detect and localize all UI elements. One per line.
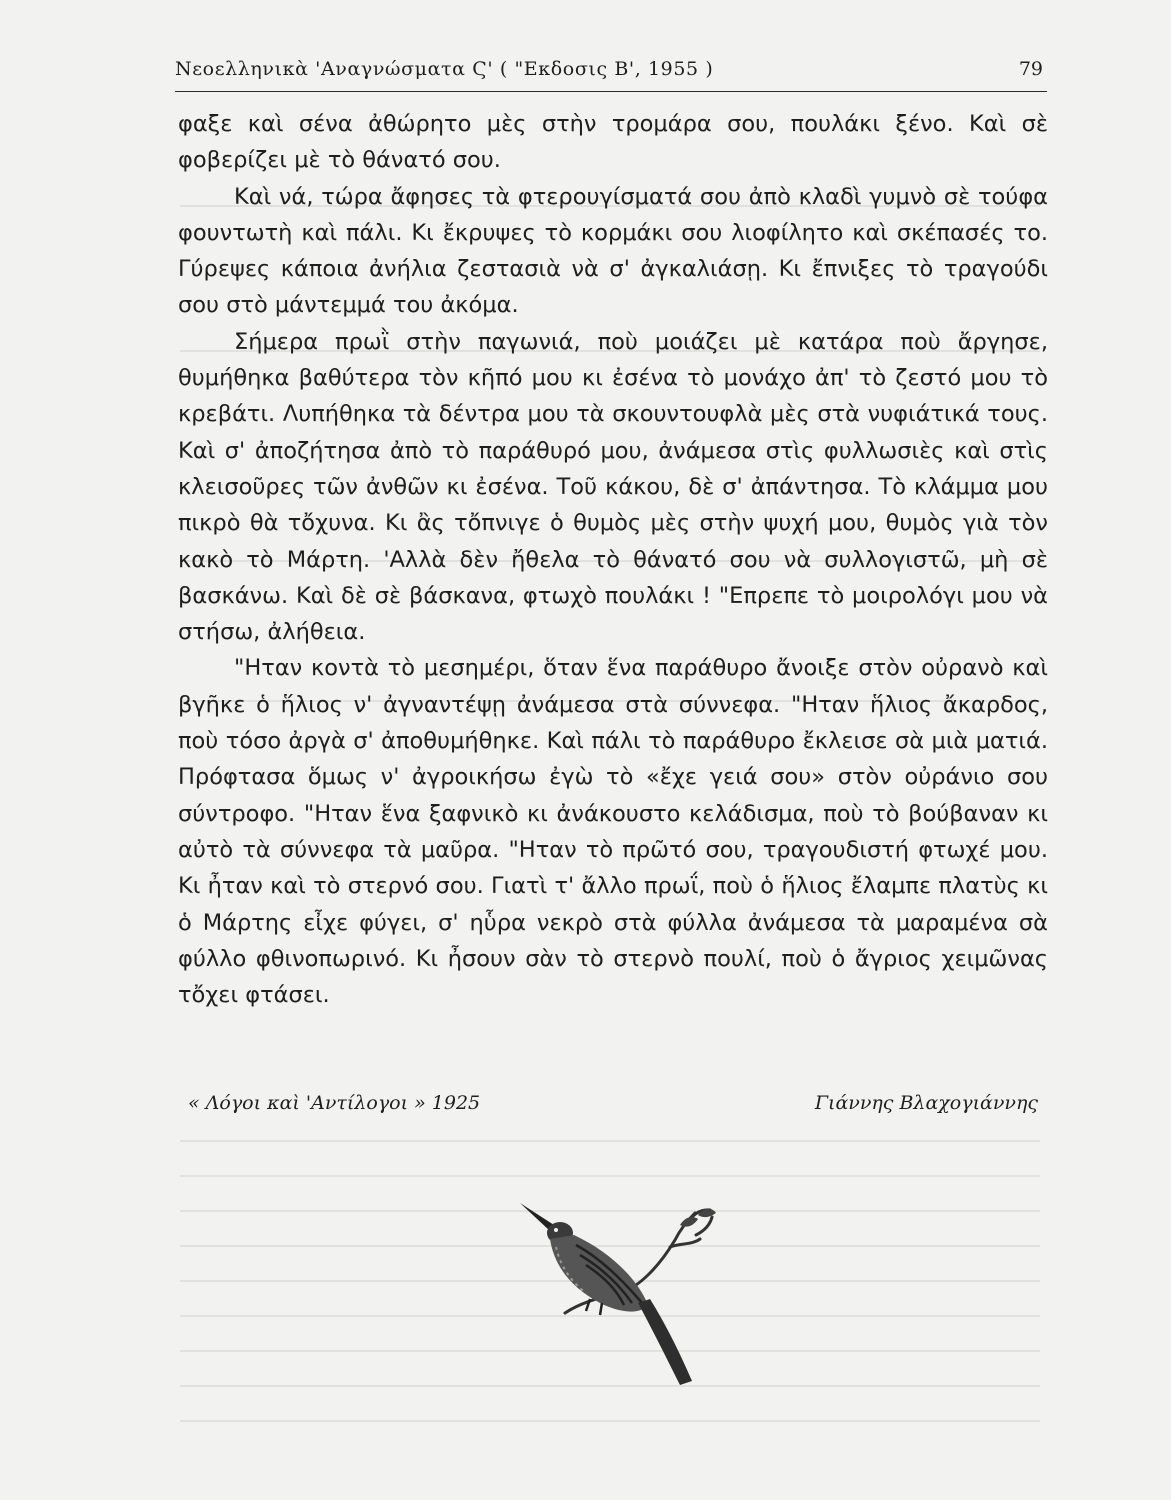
body-text — [178, 106, 1048, 1013]
paragraph: "Ηταν κοντὰ τὸ μεσημέρι, ὅταν ἕνα παράθυρο ἄνοιξε στὸν οὐρανὸ καὶ βγῆκε ὁ ἥλιος ν' ἀγναντέψῃ ἀνάμεσα στὰ σύννεφα. "Ηταν ἥλιος ἄκαρδος, ποὺ τόσο ἀργὰ σ' ἀποθυμήθηκε. Καὶ πάλι τὸ παράθυρο ἔκλεισε σὰ μιὰ ματιά. Πρόφτασα ὅμως ν' ἀγροικήσω ἐγὼ τὸ «ἔχε γειά σου» στὸν οὐράνιο σου σύντροφο. "Ηταν ἕνα ξαφνικὸ κι ἀνάκουστο κελάδισμα, ποὺ τὸ βούβαναν κι αὐτὸ τὰ σύννεφα τὰ μαῦρα. "Ηταν τὸ πρῶτό σου, τραγουδιστή φτωχέ μου. Κι ἦταν καὶ τὸ στερνό σου. Γιατὶ τ' ἄλλο πρωΐ, ποὺ ὁ ἥλιος ἔλαμπε πλατὺς κι ὁ Μάρτης εἶχε φύγει, σ' ηὗρα νεκρὸ στὰ φύλλα ἀνάμεσα τὰ μαραμένα σὰ φύλλο φθινοπωρινό. Κι ἦσουν σὰν τὸ στερνὸ πουλί, ποὺ ὁ ἄγριος χειμῶνας τὄχει φτάσει. — [178, 655, 1048, 1009]
running-header — [175, 55, 1047, 92]
source-citation: « Λόγοι καὶ 'Αντίλογοι » 1925 — [188, 1092, 481, 1114]
show-through-line — [180, 1420, 1040, 1422]
bird-on-branch-icon — [520, 1195, 750, 1395]
paragraph: Καὶ νά, τώρα ἄφησες τὰ φτερουγίσματά σου ἀπὸ κλαδὶ γυμνὸ σὲ τούφα φουντωτὴ καὶ πάλι. Κι ἔκρυψες τὸ κορμάκι σου λιοφίλητο καὶ σκέπασές το. Γύρεψες κάποια ἀνήλια ζεστασιὰ νὰ σ' ἀγκαλιάσῃ. Κι ἔπνιξες τὸ τραγούδι σου στὸ μάντεμμά του ἀκόμα. — [178, 183, 1048, 319]
attribution-line — [188, 1092, 1038, 1122]
author-name: Γιάννης Βλαχογιάννης — [814, 1092, 1038, 1114]
show-through-line — [180, 1175, 1040, 1177]
page-number: 79 — [1018, 58, 1043, 80]
paragraph: φαξε καὶ σένα ἀθώρητο μὲς στὴν τρομάρα σου, πουλάκι ξένο. Καὶ σὲ φοβερίζει μὲ τὸ θάνατό σου. — [178, 111, 1048, 174]
paragraph: Σήμερα πρωῒ στὴν παγωνιά, ποὺ μοιάζει μὲ κατάρα ποὺ ἄργησε, θυμήθηκα βαθύτερα τὸν κῆπό μου κι ἐσένα τὸ μονάχο ἀπ' τὸ ζεστό μου τὸ κρεβάτι. Λυπήθηκα τὰ δέντρα μου τὰ σκουντουφλὰ μὲς στὰ νυφιάτικά τους. Καὶ σ' ἀποζήτησα ἀπὸ τὸ παράθυρό μου, ἀνάμεσα στὶς φυλλωσιὲς καὶ στὶς κλεισοῦρες τῶν ἀνθῶν κι ἐσένα. Τοῦ κάκου, δὲ σ' ἀπάντησα. Τὸ κλάμμα μου πικρὸ θὰ τὄχυνα. Κι ἂς τὄπνιγε ὁ θυμὸς μὲς στὴν ψυχή μου, θυμὸς γιὰ τὸν κακὸ τὸ Μάρτη. 'Αλλὰ δὲν ἤθελα τὸ θάνατό σου νὰ συλλογιστῶ, μὴ σὲ βασκάνω. Καὶ δὲ σὲ βάσκανα, φτωχὸ πουλάκι ! "Επρεπε τὸ μοιρολόγι μου νὰ στήσω, ἀλήθεια. — [178, 328, 1048, 646]
header-title: Νεοελληνικὰ 'Αναγνώσματα Ϛ' ( "Εκδοσις Β', 1955 ) — [175, 58, 714, 80]
show-through-line — [180, 1140, 1040, 1142]
